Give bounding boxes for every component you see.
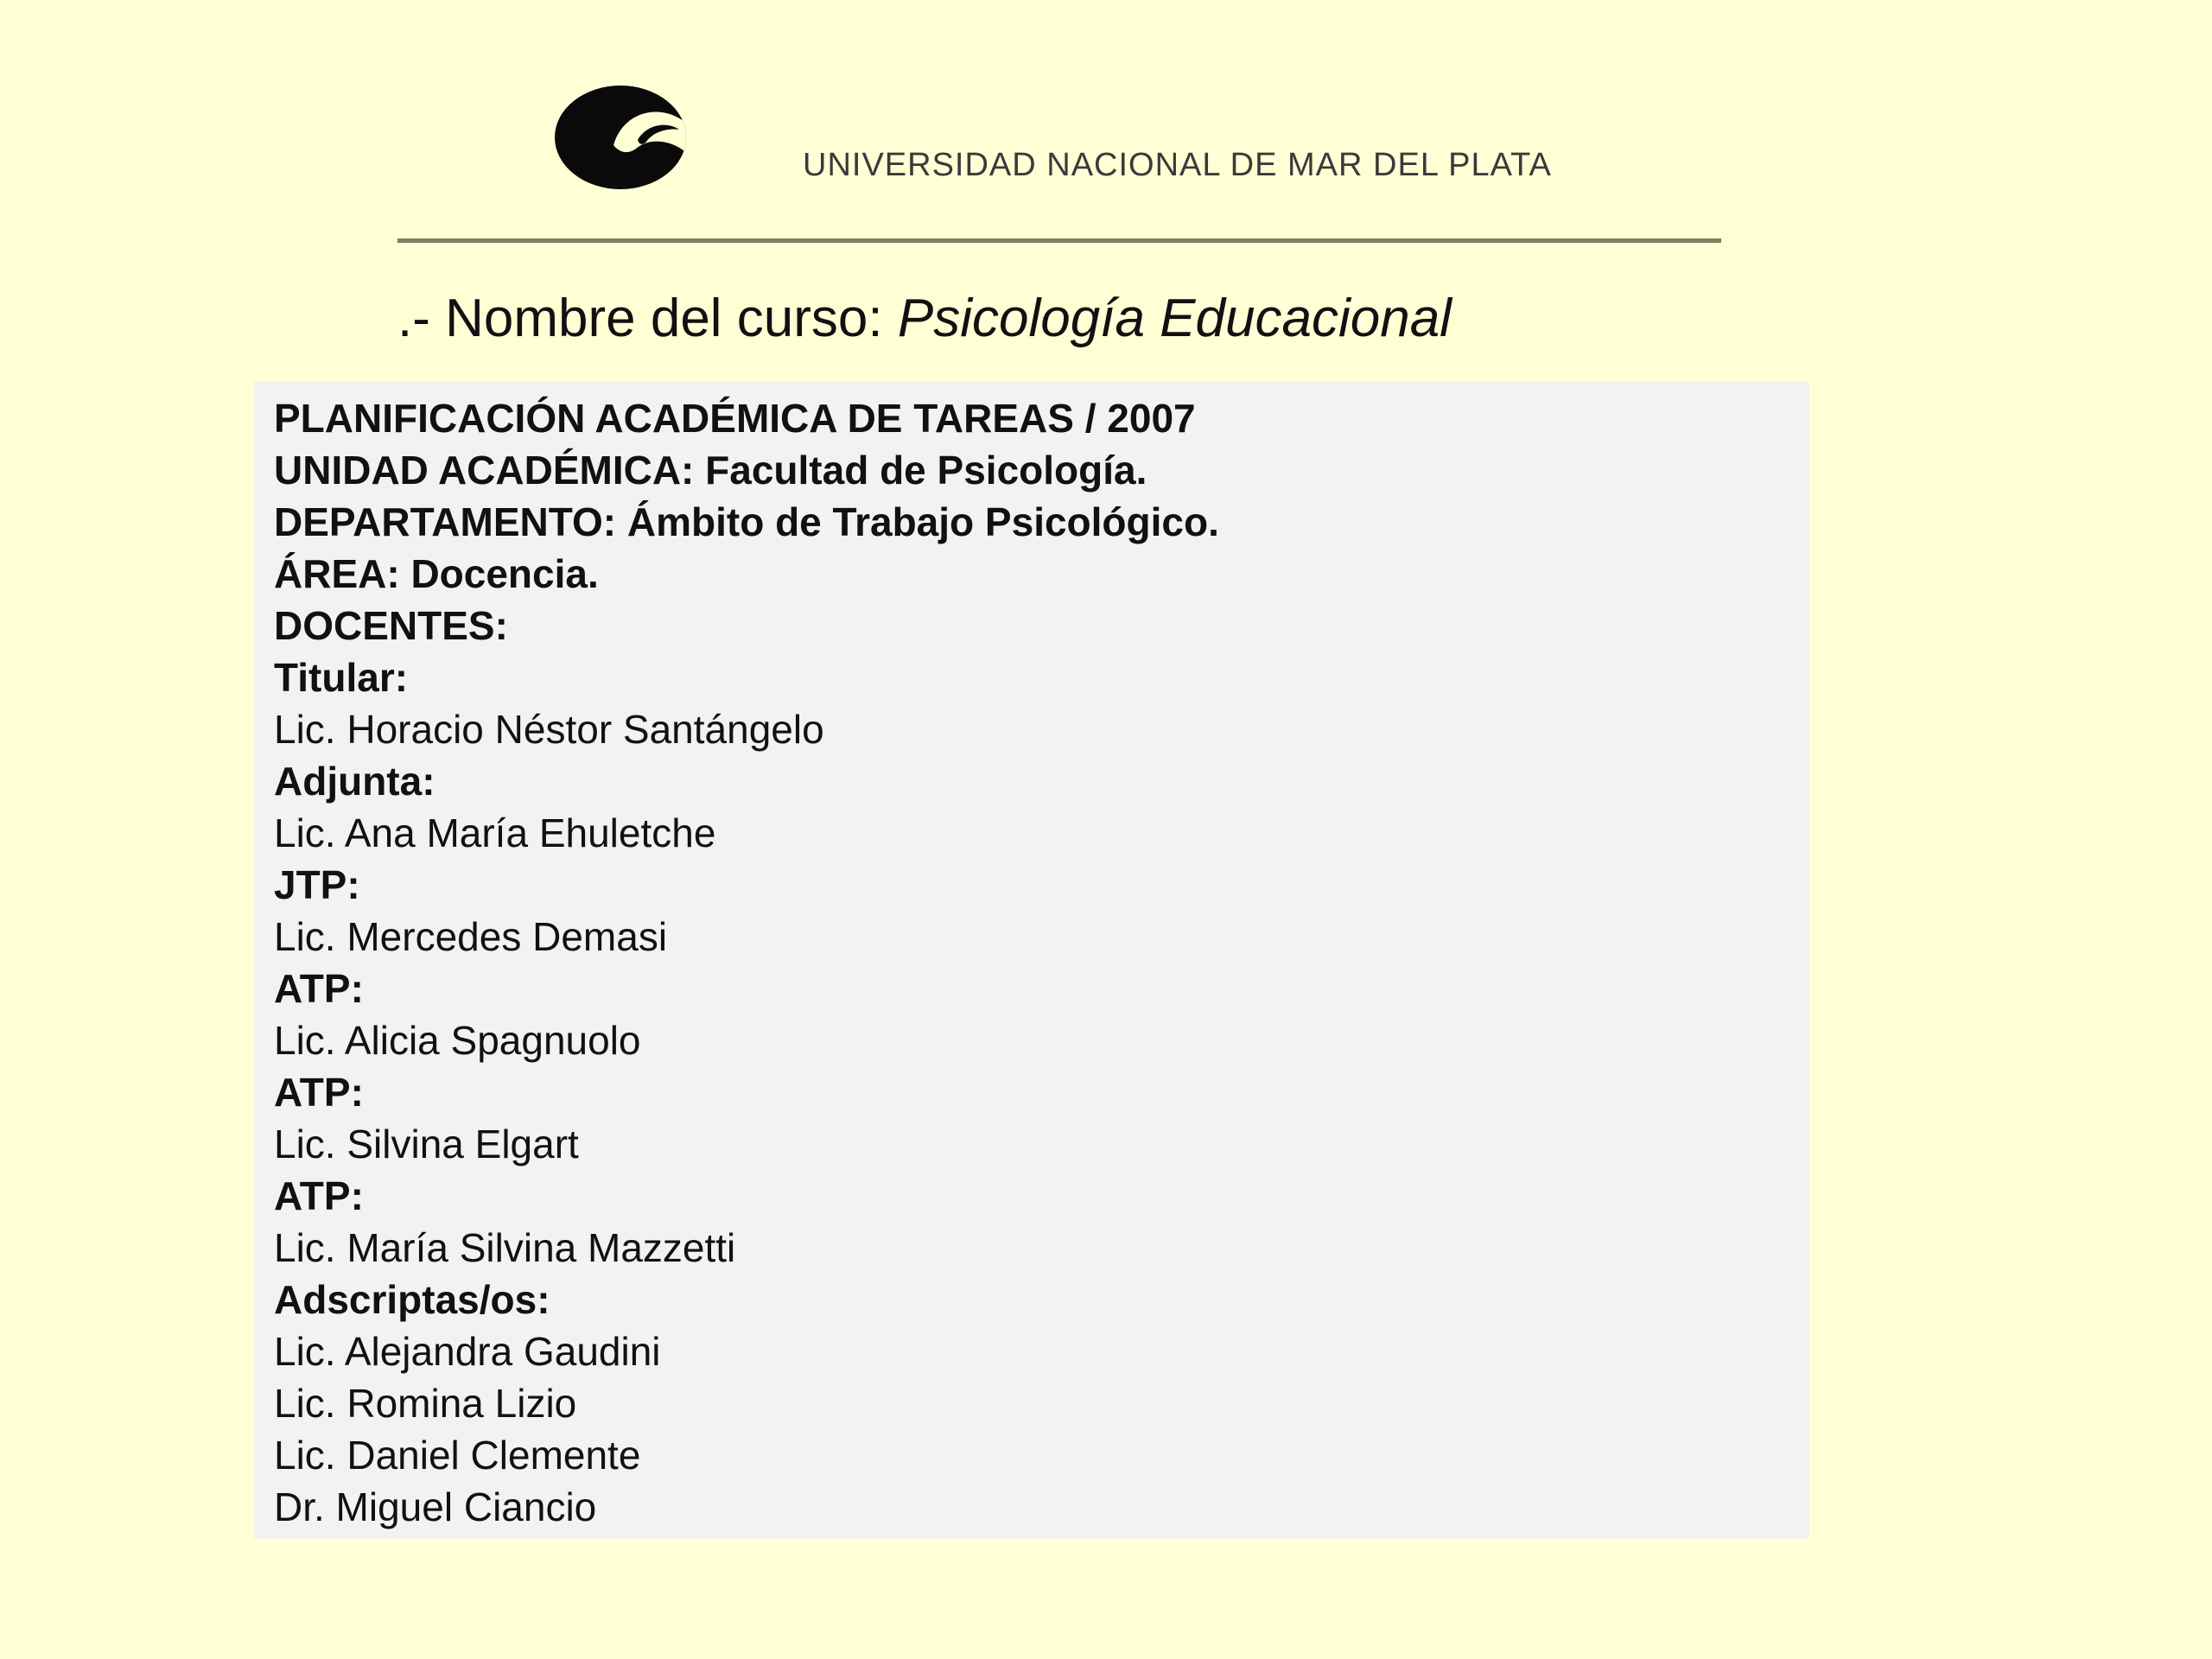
header-divider <box>397 238 1721 243</box>
adscripto-name: Lic. Daniel Clemente <box>274 1433 641 1478</box>
planning-title: PLANIFICACIÓN ACADÉMICA DE TAREAS / 2007 <box>274 396 1196 441</box>
course-name: Psicología Educacional <box>897 289 1452 348</box>
departamento: DEPARTAMENTO: Ámbito de Trabajo Psicológico. <box>274 499 1219 544</box>
adscripto-name: Lic. Romina Lizio <box>274 1381 577 1426</box>
jtp-label: JTP: <box>274 862 360 907</box>
adscripto-name: Dr. Miguel Ciancio <box>274 1484 597 1529</box>
atp-name: Lic. Alicia Spagnuolo <box>274 1018 641 1063</box>
jtp-name: Lic. Mercedes Demasi <box>274 914 668 959</box>
atp-label: ATP: <box>274 966 364 1011</box>
titular-label: Titular: <box>274 655 409 700</box>
atp-label: ATP: <box>274 1173 364 1218</box>
course-title-prefix: .- Nombre del curso: <box>397 289 883 348</box>
unidad-academica: UNIDAD ACADÉMICA: Facultad de Psicología. <box>274 448 1147 493</box>
university-name: UNIVERSIDAD NACIONAL DE MAR DEL PLATA <box>803 147 1552 183</box>
titular-name: Lic. Horacio Néstor Santángelo <box>274 707 824 752</box>
planning-panel <box>254 381 1809 1539</box>
adscripto-name: Lic. Alejandra Gaudini <box>274 1329 661 1374</box>
docentes-heading: DOCENTES: <box>274 603 508 648</box>
adjunta-label: Adjunta: <box>274 759 435 804</box>
university-logo-wave-icon <box>553 76 691 197</box>
atp-label: ATP: <box>274 1070 364 1115</box>
atp-name: Lic. María Silvina Mazzetti <box>274 1225 736 1270</box>
course-title <box>397 288 1452 349</box>
adscriptos-label: Adscriptas/os: <box>274 1277 550 1322</box>
atp-name: Lic. Silvina Elgart <box>274 1122 579 1166</box>
area: ÁREA: Docencia. <box>274 551 599 596</box>
adjunta-name: Lic. Ana María Ehuletche <box>274 810 716 855</box>
